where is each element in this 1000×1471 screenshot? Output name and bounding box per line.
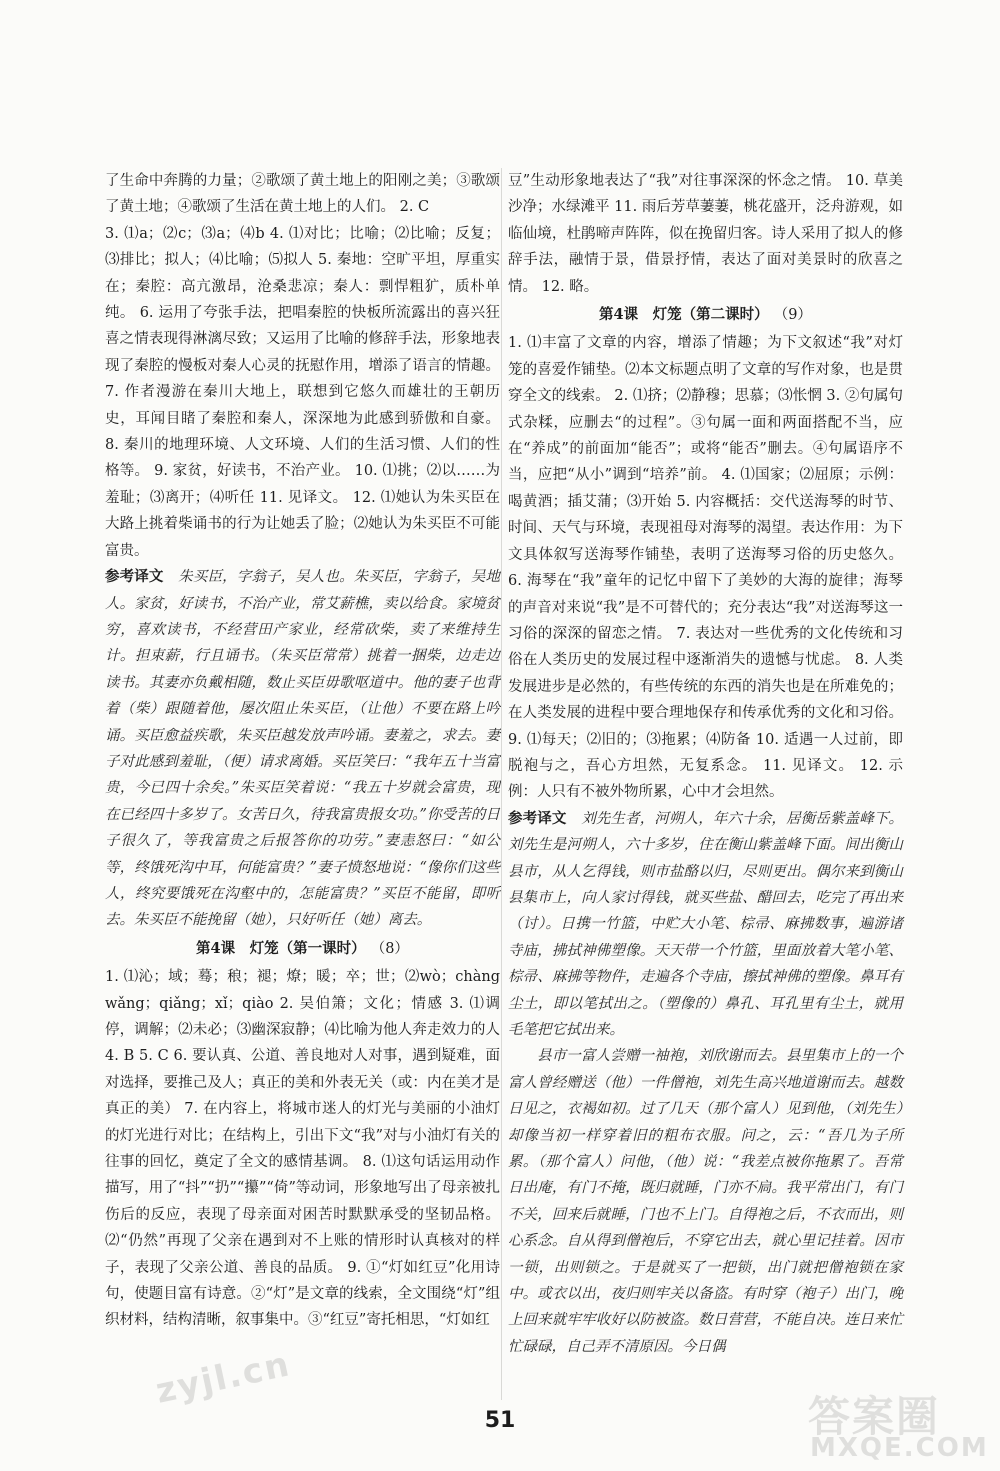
- page-number: 51: [484, 1408, 516, 1433]
- translation-text: 朱买臣，字翁子，吴人也。朱买臣，字翁子，吴地人。家贫，好读书，不治产业，常艾薪樵，卖以给食。家境贫穷，喜欢读书，不经营田产家业，经常砍柴，卖了来维持生计。担束薪，行且诵书。（朱买臣常常）挑着一捆柴，边走边读书。其妻亦负戴相随，数止买臣毋歌呕道中。他的妻子也背着（柴）跟随着他，屡次阻止朱买臣，（让他）不要在路上吟诵。买臣愈益疾歌，朱买臣越发放声吟诵。妻羞之，求去。妻子对此感到羞耻，（便）请求离婚。买臣笑曰：“我年五十当富贵，今已四十余矣。”朱买臣笑着说：“我五十岁就会富贵，现在已经四十多岁了。女苦日久，待我富贵报女功。”你受苦的日子很久了，等我富贵之后报答你的功劳。”妻恚怒曰：“如公等，终饿死沟中耳，何能富贵？”妻子愤怒地说：“像你们这些人，终究要饿死在沟壑中的，怎能富贵？”买臣不能留，即听去。朱买臣不能挽留（她），只好听任（她）离去。: [105, 569, 501, 929]
- answer-paragraph: 3. ⑴a；⑵c；⑶a；⑷b 4. ⑴对比；比喻；⑵比喻；反复；⑶排比；拟人；⑷比喻；⑸拟人 5. 秦地：空旷平坦，厚重实在；秦腔：高亢激昂，沧桑悲凉；秦人：剽悍粗犷，质朴单纯。 6. 运用了夸张手法，把唱秦腔的快板所流露出的喜兴狂喜之情表现得淋漓尽致；又运用了比喻的修辞手法，形象地表现了秦腔的慢板对秦人心灵的抚慰作用，增添了语言的情趣。 7. 作者漫游在秦川大地上，联想到它悠久而雄壮的王朝历史，耳闻目睹了秦腔和秦人，深深地为此感到骄傲和自豪。 8. 秦川的地理环境、人文环境、人们的生活习惯、人们的性格等。 9. 家贫，好读书，不治产业。 10. ⑴挑；⑵以……为羞耻；⑶离开；⑷听任 11. 见译文。 12. ⑴她认为朱买臣在大路上挑着柴诵书的行为让她丢了脸；⑵她认为朱买臣不可能富贵。: [105, 225, 500, 559]
- translation-text: 县市一富人尝赠一袖袍，刘欣谢而去。县里集市上的一个富人曾经赠送（他）一件僧袍，刘先生高兴地道谢而去。越数日见之，衣褐如初。过了几天（那个富人）见到他，（刘先生）却像当初一样穿着旧的粗布衣服。问之，云：“吾几为子所累。（那个富人）问他，（他）说：“我差点被你拖累了。吾常日出庵，有门不掩，既归就睡，门亦不扃。我平常出门，有门不关，回来后就睡，门也不上门。自得袍之后，不衣而出，则心系念。自从得到僧袍后，不穿它出去，就心里记挂着。因市一锁，出则锁之。于是就买了一把锁，出门就把僧袍锁在家中。或衣以出，夜归则牢关以备盗。有时穿（袍子）出门，晚上回来就牢牢收好以防被盗。数日营营，不能自决。连日来忙忙碌碌，自己弄不清原因。今日偶: [508, 1048, 903, 1355]
- right-column: [508, 168, 903, 1360]
- watermark-left: zyjl.cn: [152, 1344, 295, 1412]
- translation-label: 参考译文: [105, 568, 164, 586]
- section-heading-title: 第4课 灯笼（第一课时）: [196, 939, 366, 957]
- section-heading: [105, 936, 500, 962]
- translation-paragraph: [508, 806, 903, 1044]
- section-heading-title: 第4课 灯笼（第二课时）: [599, 306, 769, 324]
- watermark-logo: 答案圈: [808, 1392, 941, 1441]
- section-heading-page-ref: （9）: [773, 307, 812, 324]
- section-heading-page-ref: （8）: [370, 940, 409, 957]
- translation-label: 参考译文: [508, 809, 567, 827]
- left-column: [105, 168, 500, 1334]
- translation-paragraph: [105, 564, 500, 934]
- answer-paragraph: 豆”生动形象地表达了“我”对往事深深的怀念之情。 10. 草美沙净；水绿滩平 11. 雨后芳草萋萋，桃花盛开，泛舟游观，如临仙境，杜鹃啼声阵阵，似在挽留归客。诗人采用了拟人的修辞手法，融情于景，借景抒情，表达了面对美景时的欣喜之情。 12. 略。: [508, 173, 903, 295]
- watermark-url: MXQE.COM: [810, 1433, 989, 1463]
- answer-paragraph: 了生命中奔腾的力量；②歌颂了黄土地上的阳刚之美；③歌颂了黄土地；④歌颂了生活在黄土地上的人们。 2. C: [105, 173, 500, 216]
- section-heading: [508, 302, 903, 328]
- answer-paragraph: 1. ⑴丰富了文章的内容，增添了情趣；为下文叙述“我”对灯笼的喜爱作铺垫。⑵本文标题点明了文章的写作对象，也是贯穿全文的线索。 2. ⑴挤；⑵静穆；思慕；⑶怅惘 3. ②句属句式杂糅，应删去“的过程”。③句属一面和两面搭配不当，应在“养成”的前面加“能否”；或将“能否”删去。④句属语序不当，应把“从小”调到“培养”前。 4. ⑴国家；⑵屈原；示例：喝黄酒；插艾蒲；⑶开始 5. 内容概括：交代送海琴的时节、时间、天气与环境，表现祖母对海琴的渴望。表达作用：为下文具体叙写送海琴作铺垫，表明了送海琴习俗的历史悠久。 6. 海琴在“我”童年的记忆中留下了美妙的大海的旋律；海琴的声音对来说“我”是不可替代的；充分表达“我”对送海琴这一习俗的深深的留恋之情。 7. 表达对一些优秀的文化传统和习俗在人类历史的发展过程中逐渐消失的遗憾与忧虑。 8. 人类发展进步是必然的，有些传统的东西的消失也是在所难免的；在人类发展的进程中要合理地保存和传承优秀的文化和习俗。 9. ⑴每天；⑵旧的；⑶拖累；⑷防备 10. 适遇一人过前，即脱袍与之，吾心方坦然，无复系念。 11. 见译文。 12. 示例：人只有不被外物所累，心中才会坦然。: [508, 335, 903, 801]
- column-divider: [501, 168, 502, 1400]
- translation-text: 刘先生者，河朔人，年六十余，居衡岳紫盖峰下。刘先生是河朔人，六十多岁，住在衡山紫盖峰下面。间出衡山县市，从人乞得钱，则市盐酪以归，尽则更出。偶尔来到衡山县集市上，向人家讨得钱，就买些盐、醋回去，吃完了再出来（讨）。日携一竹篮，中贮大小笔、棕帚、麻拂数事，遍游诸寺庙，拂拭神佛塑像。天天带一个竹篮，里面放着大笔小笔、棕帚、麻拂等物件，走遍各个寺庙，擦拭神佛的塑像。鼻耳有尘土，即以笔拭出之。（塑像的）鼻孔、耳孔里有尘土，就用毛笔把它拭出来。: [508, 810, 904, 1038]
- translation-paragraph: [508, 1043, 903, 1360]
- answer-paragraph: 1. ⑴沁；域；蓦；稂；褪；燎；暖；卒；世；⑵wò；chàng wǎng；qiǎng；xǐ；qiào 2. 吴伯箫；文化；情感 3. ⑴调停，调解；⑵未必；⑶幽深寂静；⑷比喻为他人奔走效力的人 4. B 5. C 6. 要认真、公道、善良地对人对事，遇到疑难，面对选择，要推己及人；真正的美和外表无关（或：内在美才是真正的美） 7. 在内容上，将城市迷人的灯光与美丽的小油灯的灯光进行对比；在结构上，引出下文“我”对与小油灯有关的往事的回忆，奠定了全文的感情基调。 8. ⑴这句话运用动作描写，用了“抖”“扔”“攥”“倚”等动词，形象地写出了母亲被扎伤后的反应，表现了母亲面对困苦时默默承受的坚韧品格。⑵“仍然”再现了父亲在遇到对不上账的情形时认真核对的样子，表现了父亲公道、善良的品质。 9. ①“灯如红豆”化用诗句，使题目富有诗意。②“灯”是文章的线索，全文围绕“灯”组织材料，结构清晰，叙事集中。③“红豆”寄托相思，“灯如红: [105, 969, 500, 1329]
